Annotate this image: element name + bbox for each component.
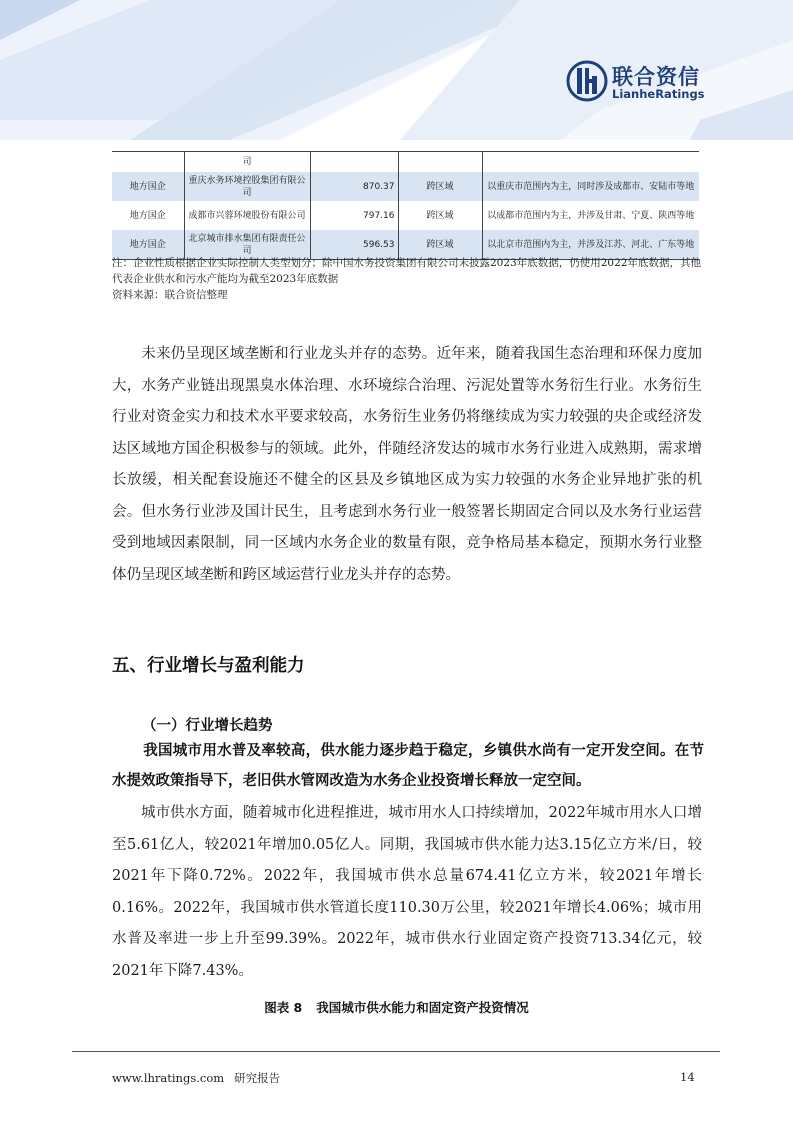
table-cell-value: 797.16: [310, 201, 398, 230]
key-finding-paragraph: [112, 736, 704, 796]
body-paragraph-supply: [112, 798, 702, 987]
table-cell-type: 地方国企: [112, 230, 184, 260]
table-cell-value: 870.37: [310, 172, 398, 201]
body-paragraph-regional: [112, 339, 702, 591]
table-cell-region: [398, 152, 482, 173]
table-cell-company: 重庆水务环境控股集团有限公司: [184, 172, 310, 201]
table-cell-note: [482, 152, 699, 173]
table-cell-note: 以成都市范围内为主，并涉及甘肃、宁夏、陕西等地: [482, 201, 699, 230]
table-notes: [112, 255, 702, 303]
table-cell-value: 596.53: [310, 230, 398, 260]
figure-label: 图表 8: [264, 1000, 303, 1015]
figure-caption: [0, 998, 793, 1016]
key-finding-text: 我国城市用水普及率较高，供水能力逐步趋于稳定，乡镇供水尚有一定开发空间。在节水提效政策指导下，老旧供水管网改造为水务企业投资增长释放一定空间。: [112, 743, 704, 789]
footer-divider: [72, 1051, 720, 1052]
enterprise-table: [112, 151, 699, 260]
footer-doc-type: 研究报告: [234, 1071, 281, 1085]
section-heading: 五、行业增长与盈利能力: [112, 656, 305, 676]
subsection-heading: （一）行业增长趋势: [142, 718, 273, 734]
body-paragraph-text: 未来仍呈现区域垄断和行业龙头并存的态势。近年来，随着我国生态治理和环保力度加大，水务产业链出现黑臭水体治理、水环境综合治理、污泥处置等水务衍生行业。水务衍生行业对资金实力和技术水平要求较高，水务衍生业务仍将继续成为实力较强的央企或经济发达区域地方国企积极参与的领域。此外，伴随经济发达的城市水务行业进入成熟期，需求增长放缓，相关配套设施还不健全的区县及乡镇地区成为实力较强的水务企业异地扩张的机会。但水务行业涉及国计民生，且考虑到水务行业一般签署长期固定合同以及水务行业运营受到地域因素限制，同一区域内水务企业的数量有限，竞争格局基本稳定，预期水务行业整体仍呈现区域垄断和跨区域运营行业龙头并存的态势。: [112, 346, 702, 583]
table-cell-type: [112, 152, 184, 173]
table-cell-note: 以北京市范围内为主，并涉及江苏、河北、广东等地: [482, 230, 699, 260]
lianhe-logo-icon: [566, 60, 608, 102]
footer-website-link[interactable]: www.lhratings.com: [112, 1071, 225, 1085]
table-source: 资料来源：联合资信整理: [112, 289, 228, 301]
table-cell-company: 成都市兴蓉环境股份有限公司: [184, 201, 310, 230]
table-footnote: 注：企业性质根据企业实际控制人类型划分；除中国水务投资集团有限公司未披露2023年底数据，仍使用2022年底数据，其他代表企业供水和污水产能均为截至2023年底数据: [112, 257, 701, 285]
table-row: [112, 201, 699, 230]
body-paragraph-text: 城市供水方面，随着城市化进程推进，城市用水人口持续增加，2022年城市用水人口增至5.61亿人，较2021年增加0.05亿人。同期，我国城市供水能力达3.15亿立方米/日，较2021年下降0.72%。2022年，我国城市供水总量674.41亿立方米，较2021年增长0.16%。2022年，我国城市供水管道长度110.30万公里，较2021年增长4.06%；城市用水普及率进一步上升至99.39%。2022年，城市供水行业固定资产投资713.34亿元，较2021年下降7.43%。: [112, 805, 702, 979]
table-cell-region: 跨区域: [398, 201, 482, 230]
logo-chinese-text: 联合资信: [612, 65, 700, 89]
page-number: 14: [680, 1070, 695, 1084]
table-row: [112, 172, 699, 201]
footer-left: [112, 1070, 280, 1086]
figure-title: 我国城市供水能力和固定资产投资情况: [316, 1000, 529, 1015]
table-cell-company: 北京城市排水集团有限责任公司: [184, 230, 310, 260]
table-cell-company: 司: [184, 152, 310, 173]
logo-english-text: LianheRatings: [612, 87, 705, 101]
table-cell-type: 地方国企: [112, 201, 184, 230]
table-cell-note: 以重庆市范围内为主，同时涉及成都市、安陆市等地: [482, 172, 699, 201]
table-cell-type: 地方国企: [112, 172, 184, 201]
table-row: [112, 152, 699, 173]
table-cell-value: [310, 152, 398, 173]
table-cell-region: 跨区域: [398, 172, 482, 201]
table-cell-region: 跨区域: [398, 230, 482, 260]
company-logo: [566, 60, 716, 106]
